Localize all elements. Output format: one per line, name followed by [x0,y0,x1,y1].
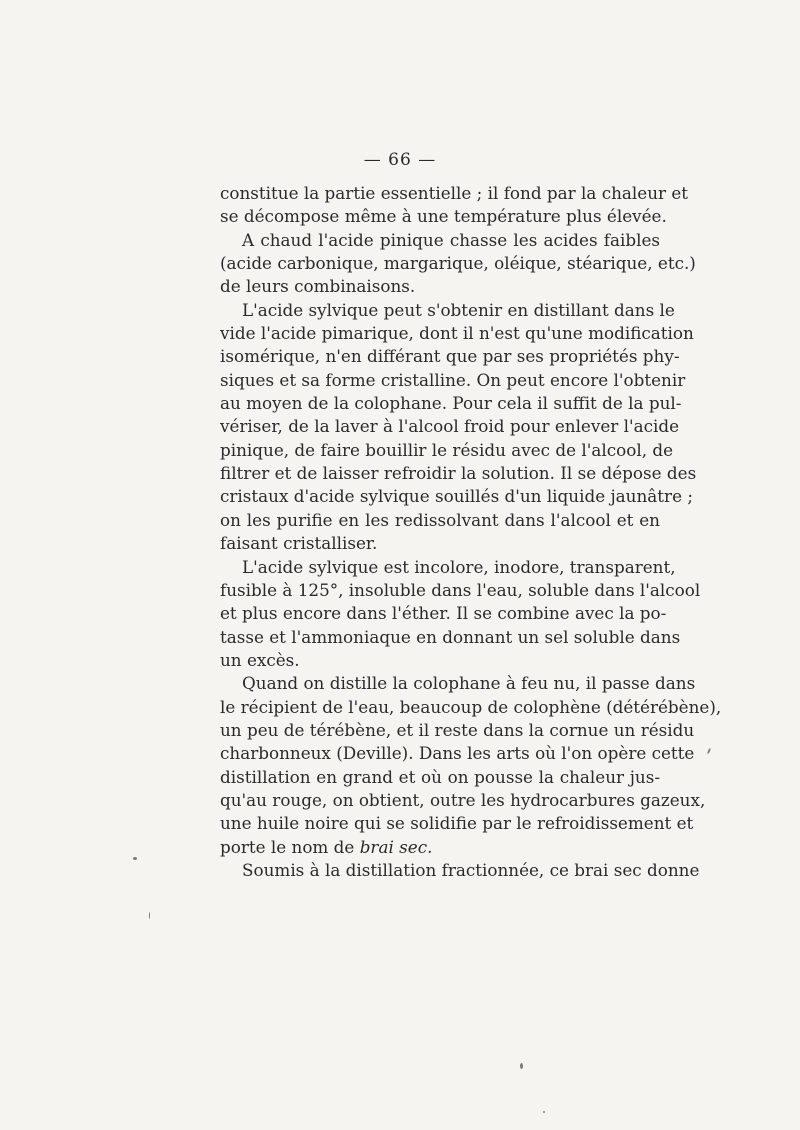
text-line: filtrer et de laisser refroidir la solution. Il se dépose des [220,463,697,484]
text-line: distillation en grand et où on pousse la chaleur jus- [220,766,660,787]
text-line: pinique, de faire bouillir le résidu avec de l'alcool, de [220,439,674,460]
text-line: L'acide sylvique peut s'obtenir en distillant dans le [242,299,675,320]
italic-term: brai sec. [359,836,433,857]
text-line: faisant cristalliser. [220,533,378,554]
scan-speck [520,1063,523,1069]
text-line: un peu de térébène, et il reste dans la cornue un résidu [220,719,695,740]
text-line: constitue la partie essentielle ; il fond par la chaleur et [220,183,689,203]
text-line: fusible à 125°, insoluble dans l'eau, soluble dans l'alcool [220,579,701,600]
scan-speck [133,857,137,860]
text-line: siques et sa forme cristalline. On peut encore l'obtenir [220,369,686,390]
text-line: cristaux d'acide sylvique souillés d'un liquide jaunâtre ; [220,486,693,507]
text-line: une huile noire qui se solidifie par le refroidissement et [220,813,694,834]
text-line: au moyen de la colophane. Pour cela il suffit de la pul- [220,393,682,414]
text-line: tasse et l'ammoniaque en donnant un sel soluble dans [220,626,681,647]
text-line: de leurs combinaisons. [220,276,416,297]
text-line: le récipient de l'eau, beaucoup de colophène (détérébène), [220,696,722,717]
text-line: Soumis à la distillation fractionnée, ce brai sec donne [242,859,700,880]
text-line: A chaud l'acide pinique chasse les acides faibles [242,229,660,250]
text-line: isomérique, n'en différant que par ses propriétés phy- [220,346,680,367]
scan-speck [707,748,711,754]
text-line: on les purifie en les redissolvant dans l'alcool et en [220,509,660,530]
scan-speck [543,1111,545,1113]
text-line: et plus encore dans l'éther. Il se combine avec la po- [220,603,667,624]
scan-speck [149,912,150,919]
text-line: charbonneux (Deville). Dans les arts où l'on opère cette [220,743,695,764]
text-line: vériser, de la laver à l'alcool froid pour enlever l'acide [220,416,680,437]
page-number: — 66 — [363,150,437,170]
text-line: un excès. [220,649,300,670]
text-line: qu'au rouge, on obtient, outre les hydrocarbures gazeux, [220,789,706,810]
text-line: (acide carbonique, margarique, oléique, stéarique, etc.) [220,253,696,274]
text-line: L'acide sylvique est incolore, inodore, transparent, [242,556,676,577]
text-line-with-italic: porte le nom de brai sec. [220,836,433,857]
text-line: Quand on distille la colophane à feu nu, il passe dans [242,673,696,694]
text-line: se décompose même à une température plus élevée. [220,206,667,227]
text-line: vide l'acide pimarique, dont il n'est qu'une modification [220,323,694,344]
body-text [220,182,722,882]
